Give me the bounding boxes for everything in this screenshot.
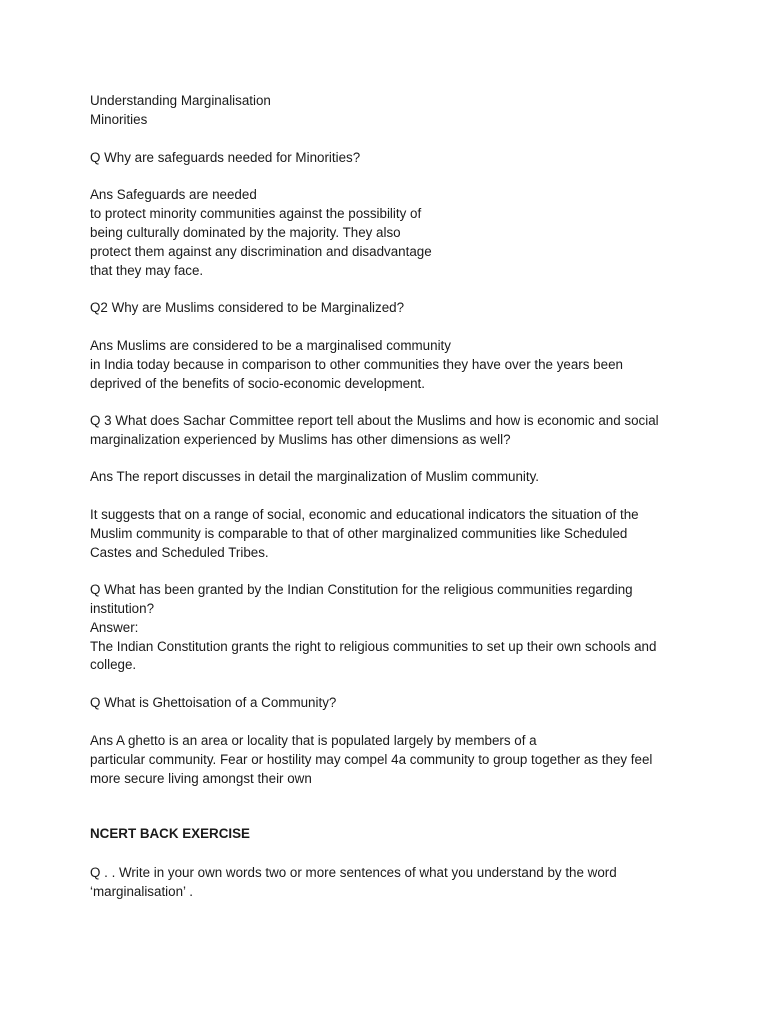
question-2: Q2 Why are Muslims considered to be Marginalized?: [90, 300, 405, 315]
exercise-question-line: Q . . Write in your own words two or more sentences of what you understand by the word: [90, 865, 617, 880]
answer-2-line: deprived of the benefits of socio-economic development.: [90, 376, 425, 391]
question-5: Q What is Ghettoisation of a Community?: [90, 695, 337, 710]
answer-5-line: particular community. Fear or hostility may compel 4a community to group together as they feel: [90, 752, 653, 767]
question-3-line: Q 3 What does Sachar Committee report tell about the Muslims and how is economic and social: [90, 413, 659, 428]
answer-5-line: Ans A ghetto is an area or locality that is populated largely by members of a: [90, 733, 537, 748]
answer-3-line: Ans The report discusses in detail the marginalization of Muslim community.: [90, 469, 540, 484]
section-heading: NCERT BACK EXERCISE: [90, 826, 250, 841]
question-4-line: Q What has been granted by the Indian Constitution for the religious communities regarding: [90, 582, 633, 597]
answer-4-line: college.: [90, 657, 137, 672]
answer-1-line: to protect minority communities against the possibility of: [90, 206, 422, 221]
exercise-question-line: ‘marginalisation’ .: [90, 884, 193, 899]
question-3-line: marginalization experienced by Muslims has other dimensions as well?: [90, 432, 511, 447]
document-title: Understanding Marginalisation: [90, 93, 271, 108]
answer-4-line: The Indian Constitution grants the right to religious communities to set up their own schools and: [90, 639, 657, 654]
answer-2-line: Ans Muslims are considered to be a marginalised community: [90, 338, 451, 353]
answer-1-line: protect them against any discrimination and disadvantage: [90, 244, 432, 259]
question-4-line: institution?: [90, 601, 155, 616]
answer-3-para-line: It suggests that on a range of social, economic and educational indicators the situation of the: [90, 507, 639, 522]
answer-1-line: Ans Safeguards are needed: [90, 187, 257, 202]
answer-label: Answer:: [90, 620, 139, 635]
answer-3-para-line: Castes and Scheduled Tribes.: [90, 545, 269, 560]
answer-3-para-line: Muslim community is comparable to that of other marginalized communities like Scheduled: [90, 526, 628, 541]
document-subtitle: Minorities: [90, 112, 148, 127]
question-1: Q Why are safeguards needed for Minorities?: [90, 150, 361, 165]
answer-1-line: that they may face.: [90, 263, 204, 278]
answer-5-line: more secure living amongst their own: [90, 771, 312, 786]
answer-2-line: in India today because in comparison to other communities they have over the years been: [90, 357, 623, 372]
answer-1-line: being culturally dominated by the majority. They also: [90, 225, 401, 240]
